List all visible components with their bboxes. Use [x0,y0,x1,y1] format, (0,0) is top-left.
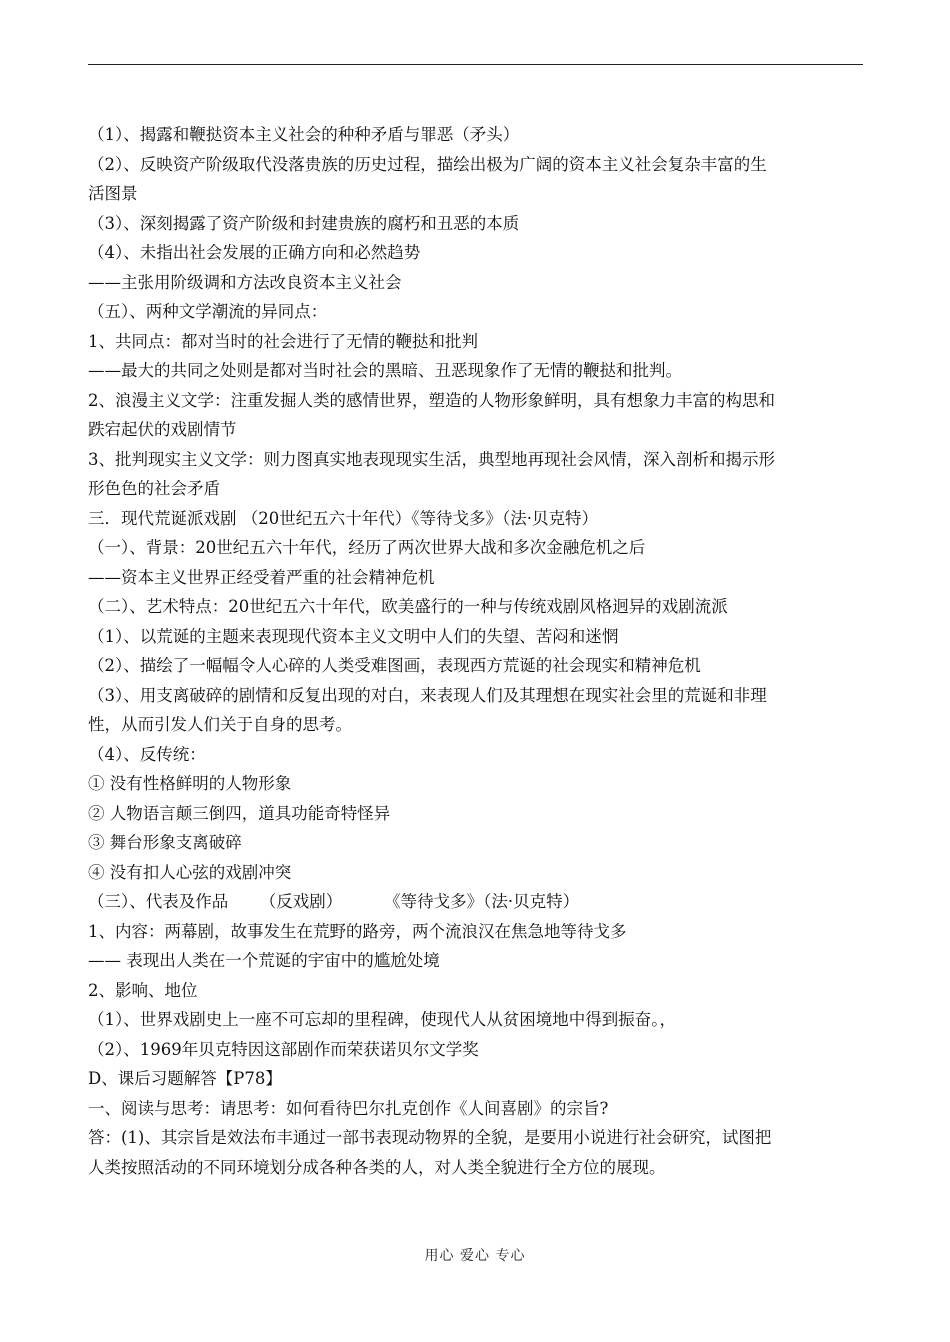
text-line: 1、共同点：都对当时的社会进行了无情的鞭挞和批判 [88,331,478,351]
text-line: 人类按照活动的不同环境划分成各种各类的人，对人类全貌进行全方位的展现。 [88,1157,666,1177]
text-line: （2）、1969年贝克特因这部剧作而荣获诺贝尔文学奖 [88,1039,479,1059]
text-line: （1）、以荒诞的主题来表现现代资本主义文明中人们的失望、苦闷和迷惘 [88,626,619,646]
list-item: ③ 舞台形象支离破碎 [88,833,242,852]
text-line: 性，从而引发人们关于自身的思考。 [88,715,352,734]
list-item: ① 没有性格鲜明的人物形象 [88,774,292,793]
document-body [88,120,868,1182]
text-line: （2）、描绘了一幅幅令人心碎的人类受难图画，表现西方荒诞的社会现实和精神危机 [88,656,701,675]
text-line: 活图景 [88,184,138,203]
list-item: ④ 没有扣人心弦的戏剧冲突 [88,862,292,882]
page-footer: 用心 爱心 专心 [424,1248,526,1264]
text-line: （三）、代表及作品 （反戏剧） 《等待戈多》（法·贝克特） [88,892,580,911]
text-line: （1）、世界戏剧史上一座不可忘却的里程碑，使现代人从贫困境地中得到振奋。， [88,1010,676,1029]
text-line: 一、阅读与思考：请思考：如何看待巴尔扎克创作《人间喜剧》的宗旨? [88,1098,609,1118]
text-line: 形色色的社会矛盾 [88,479,220,498]
text-line: （2）、反映资产阶级取代没落贵族的历史过程，描绘出极为广阔的资本主义社会复杂丰富的生 [88,154,767,174]
text-line: （4）、未指出社会发展的正确方向和必然趋势 [88,243,421,262]
section-heading: 三．现代荒诞派戏剧 （20世纪五六十年代）《等待戈多》（法·贝克特） [88,508,598,528]
text-line: 2、浪漫主义文学：注重发掘人类的感情世界，塑造的人物形象鲜明，具有想象力丰富的构思和 [88,390,775,410]
text-line: 2、影响、地位 [88,980,198,1000]
text-line: （一）、背景：20世纪五六十年代，经历了两次世界大战和多次金融危机之后 [88,538,646,557]
header-rule [88,64,863,65]
text-line: —— 表现出人类在一个荒诞的宇宙中的尴尬处境 [88,951,440,970]
list-item: ② 人物语言颠三倒四，道具功能奇特怪异 [88,803,391,823]
text-line: 3、批判现实主义文学：则力图真实地表现现实生活，典型地再现社会风情，深入剖析和揭示形 [88,449,775,469]
text-line: ——最大的共同之处则是都对当时社会的黑暗、丑恶现象作了无情的鞭挞和批判。 [88,361,682,380]
text-line: （二）、艺术特点：20世纪五六十年代，欧美盛行的一种与传统戏剧风格迥异的戏剧流派 [88,597,728,616]
text-line: ——主张用阶级调和方法改良资本主义社会 [88,272,402,292]
text-line: 答：(1)、其宗旨是效法布丰通过一部书表现动物界的全貌，是要用小说进行社会研究，试图把 [88,1128,772,1147]
text-line: （五）、两种文学潮流的异同点： [88,302,328,321]
text-line: （3）、深刻揭露了资产阶级和封建贵族的腐朽和丑恶的本质 [88,213,520,233]
text-line: （1）、揭露和鞭挞资本主义社会的种种矛盾与罪恶（矛头） [88,125,520,144]
text-line: （3）、用支离破碎的剧情和反复出现的对白，来表现人们及其理想在现实社会里的荒诞和非理 [88,685,767,705]
text-line: （4）、反传统： [88,744,206,764]
text-line: ——资本主义世界正经受着严重的社会精神危机 [88,567,435,587]
text-line: 跌宕起伏的戏剧情节 [88,420,237,439]
section-heading: D、课后习题解答【P78】 [88,1069,282,1088]
text-line: 1、内容：两幕剧，故事发生在荒野的路旁，两个流浪汉在焦急地等待戈多 [88,921,627,941]
